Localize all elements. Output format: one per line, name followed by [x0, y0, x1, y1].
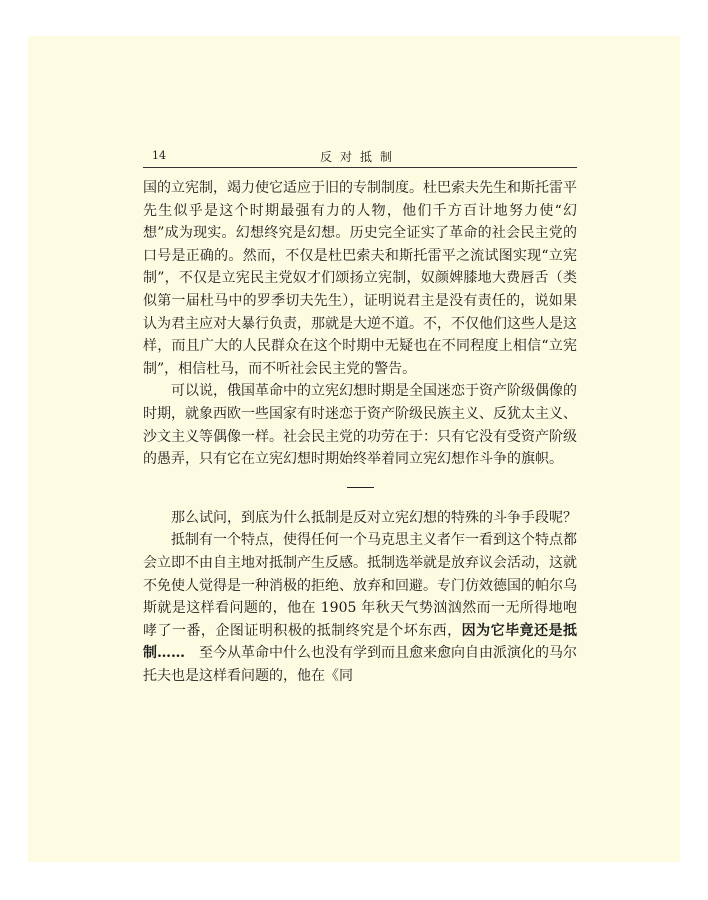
paragraph-2: 可以说，俄国革命中的立宪幻想时期是全国迷恋于资产阶级偶像的时期，就象西欧一些国家有时迷恋于资产阶级民族主义、反犹太主义、沙文主义等偶像一样。社会民主党的功劳在于：只有它没有受资产阶级的愚弄，只有它在立宪幻想时期始终举着同立宪幻想作斗争的旗帜。: [143, 383, 577, 468]
paragraph-3: 那么试问，到底为什么抵制是反对立宪幻想的特殊的斗争手段呢？: [171, 509, 577, 526]
running-title: 反对抵制: [319, 150, 400, 164]
paragraph-4-text-end: 至今从革命中什么也没有学到而且愈来愈向自由派演化的马尔托夫也是这样看问题的，他在《同: [143, 645, 577, 684]
paragraph-4-text-start: 抵制有一个特点，使得任何一个马克思主义者乍一看到这个特点都会立即不由自主地对抵制产生反感。抵制选举就是放弃议会活动，这就不免使人觉得是一种消极的拒绝、放弃和回避。专门仿效德国的帕尔乌斯就是这样看问题的，他在 1905 年秋天气势汹汹然而一无所得地咆哮了一番，企图证明积极的抵制终究是个坏东西，: [143, 532, 577, 639]
page-number: 14: [152, 149, 166, 162]
paragraph-4-bold-text: 因为它毕竟还是抵制……: [143, 622, 578, 662]
body-text: [143, 177, 577, 687]
paragraph-4: [143, 529, 577, 687]
paragraph-1: 国的立宪制，竭力使它适应于旧的专制制度。杜巴索夫先生和斯托雷平先生似乎是这个时期最强有力的人物，他们千方百计地努力使“幻想”成为现实。幻想终究是幻想。历史完全证实了革命的社会民主党的口号是正确的。然而，不仅是杜巴索夫和斯托雷平之流试图实现“立宪制”，不仅是立宪民主党奴才们颂扬立宪制，奴颜婢膝地大费唇舌（类似第一届杜马中的罗季切夫先生），证明说君主是没有责任的，说如果认为君主应对大暴行负责，那就是大逆不道。不，不仅他们这些人是这样，而且广大的人民群众在这个时期中无疑也在不同程度上相信“立宪制”，相信杜马，而不听社会民主党的警告。: [143, 180, 577, 377]
section-separator: [347, 487, 374, 488]
page-header: [143, 147, 577, 168]
